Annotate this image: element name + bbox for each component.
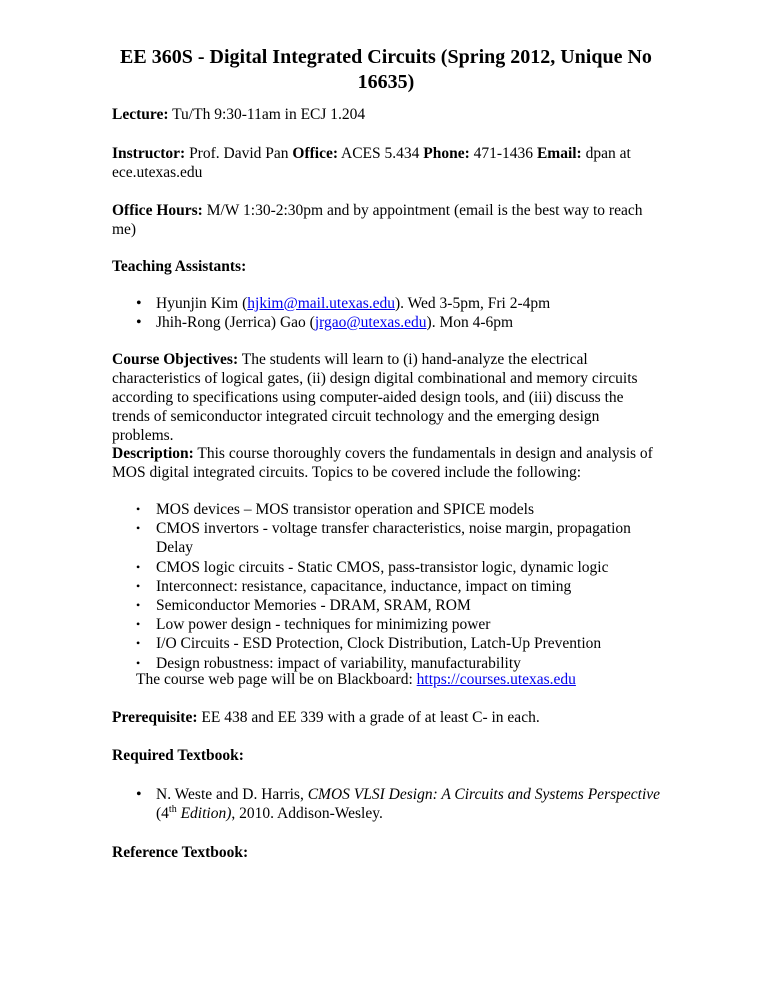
objectives-text: The students will learn to (i) hand-analyze the electrical characteristics of logical gates, (ii) design digital combinational and memory circuits according to specifications using computer-aided design tools, and (iii) discuss the trends of semiconductor integrated circuit technology and the emerging design problems. xyxy=(112,351,638,444)
web-page-text: The course web page will be on Blackboard: xyxy=(136,671,417,688)
bullet-icon: • xyxy=(136,314,142,331)
list-item: • Low power design - techniques for minimizing power xyxy=(136,616,491,634)
objectives-label: Course Objectives: xyxy=(112,351,239,368)
list-item: • Interconnect: resistance, capacitance, inductance, impact on timing xyxy=(136,577,572,595)
phone-text: 471-1436 xyxy=(469,145,537,162)
email-label: Email: xyxy=(536,145,582,162)
office-label: Office: xyxy=(292,145,338,162)
instructor-line xyxy=(112,144,660,182)
blackboard-link[interactable]: https://courses.utexas.edu xyxy=(416,671,576,688)
page-title: EE 360S - Digital Integrated Circuits (Spring 2012, Unique No 16635) xyxy=(120,46,652,93)
description-paragraph xyxy=(112,444,660,482)
list-item: • CMOS logic circuits - Static CMOS, pass-transistor logic, dynamic logic xyxy=(136,558,609,576)
description-text: This course thoroughly covers the fundamentals in design and analysis of MOS digital integrated circuits. Topics to be covered include the following: xyxy=(112,445,653,481)
prerequisite-label: Prerequisite: xyxy=(112,709,198,726)
description-label: Description: xyxy=(112,445,194,462)
list-item: • N. Weste and D. Harris, CMOS VLSI Design: A Circuits and Systems Perspective (4th Edition), 2010. Addison-Wesley. xyxy=(136,786,661,822)
ta-label: Teaching Assistants: xyxy=(112,258,247,275)
email-text: dpan at ece.utexas.edu xyxy=(112,145,631,181)
office-hours-line xyxy=(112,201,660,239)
office-text: ACES 5.434 xyxy=(338,145,424,162)
bullet-icon: • xyxy=(136,617,141,632)
bullet-icon: • xyxy=(136,521,141,536)
bullet-icon: • xyxy=(136,786,142,803)
ta-list xyxy=(112,294,660,332)
ta-heading xyxy=(112,257,660,276)
ta-email-link[interactable]: jrgao@utexas.edu xyxy=(314,314,427,331)
required-textbook-heading xyxy=(112,746,660,765)
lecture-text: Tu/Th 9:30-11am in ECJ 1.204 xyxy=(168,106,366,123)
bullet-icon: • xyxy=(136,559,141,574)
phone-label: Phone: xyxy=(423,145,470,162)
list-item: • MOS devices – MOS transistor operation and SPICE models xyxy=(136,501,535,518)
list-item: • CMOS invertors - voltage transfer characteristics, noise margin, propagation Delay xyxy=(136,520,631,557)
prerequisite-line xyxy=(112,708,660,727)
instructor-name: Prof. David Pan xyxy=(185,145,293,162)
bullet-icon: • xyxy=(136,655,141,670)
bullet-icon: • xyxy=(136,598,141,613)
instructor-label: Instructor: xyxy=(112,145,186,162)
lecture-label: Lecture: xyxy=(112,106,169,123)
prerequisite-text: EE 438 and EE 339 with a grade of at least C- in each. xyxy=(197,709,540,726)
bullet-icon: • xyxy=(136,502,141,516)
objectives-paragraph xyxy=(112,350,660,445)
list-item: • Design robustness: impact of variability, manufacturability xyxy=(136,654,521,672)
required-textbook-label: Required Textbook: xyxy=(112,747,244,764)
reference-textbook-label: Reference Textbook: xyxy=(112,844,249,861)
topics-list xyxy=(112,500,660,673)
required-textbook-list xyxy=(112,785,660,823)
list-item: • Hyunjin Kim (hjkim@mail.utexas.edu). Wed 3-5pm, Fri 2-4pm xyxy=(136,295,551,312)
bullet-icon: • xyxy=(136,295,142,312)
office-hours-label: Office Hours: xyxy=(112,202,203,219)
reference-textbook-heading xyxy=(112,843,660,862)
ta-email-link[interactable]: hjkim@mail.utexas.edu xyxy=(247,295,396,312)
bullet-icon: • xyxy=(136,636,141,651)
list-item: • Semiconductor Memories - DRAM, SRAM, ROM xyxy=(136,597,471,615)
web-page-line xyxy=(136,670,660,689)
office-hours-text: M/W 1:30-2:30pm and by appointment (email is the best way to reach me) xyxy=(112,202,643,238)
list-item: • I/O Circuits - ESD Protection, Clock Distribution, Latch-Up Prevention xyxy=(136,635,602,653)
book-title: CMOS VLSI Design: A Circuits and Systems Perspective xyxy=(307,786,661,803)
list-item: • Jhih-Rong (Jerrica) Gao (jrgao@utexas.edu). Mon 4-6pm xyxy=(136,314,514,331)
bullet-icon: • xyxy=(136,578,141,593)
lecture-line xyxy=(112,105,660,124)
